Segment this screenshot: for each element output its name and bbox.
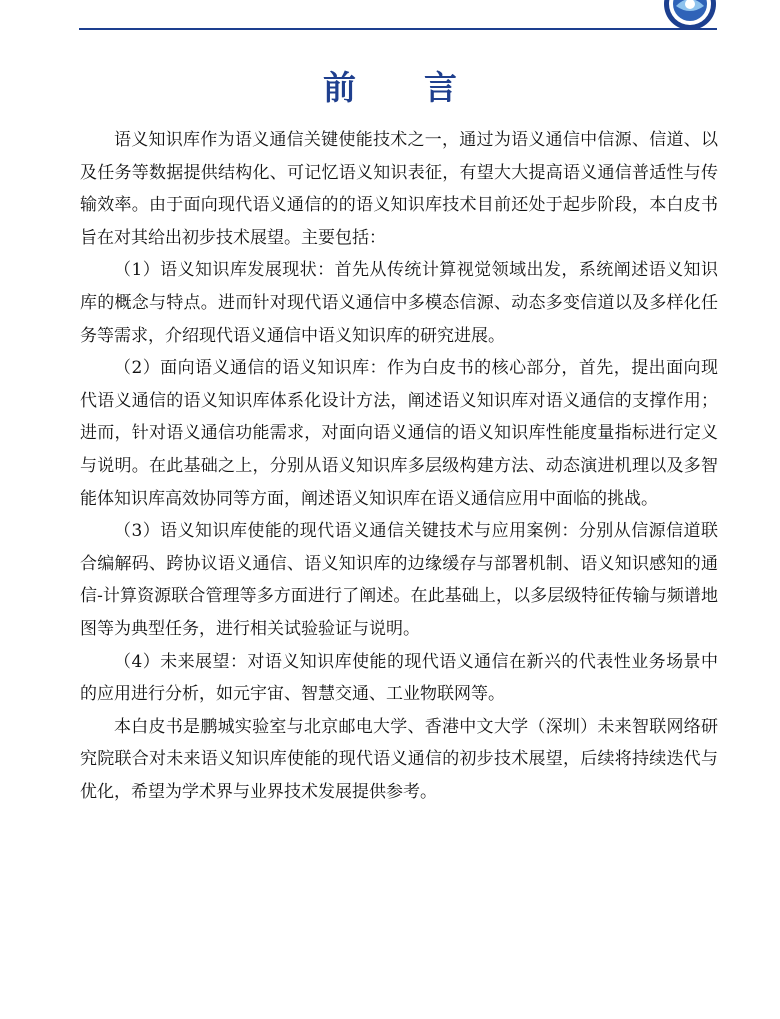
- title-char-2: 言: [424, 68, 457, 107]
- preface-body: [80, 124, 718, 808]
- paragraph-item-1: （1）语义知识库发展现状：首先从传统计算视觉领域出发，系统阐述语义知识库的概念与特点。进而针对现代语义通信中多模态信源、动态多变信道以及多样化任务等需求，介绍现代语义通信中语义知识库的研究进展。: [80, 260, 718, 346]
- header-rule: [79, 28, 717, 30]
- title-char-1: 前: [323, 68, 356, 107]
- paragraph-item-4: （4）未来展望：对语义知识库使能的现代语义通信在新兴的代表性业务场景中的应用进行分析，如元宇宙、智慧交通、工业物联网等。: [80, 651, 718, 705]
- paragraph-intro: 语义知识库作为语义通信关键使能技术之一，通过为语义通信中信源、信道、以及任务等数据提供结构化、可记忆语义知识表征，有望大大提高语义通信普适性与传输效率。由于面向现代语义通信的的语义知识库技术目前还处于起步阶段，本白皮书旨在对其给出初步技术展望。主要包括：: [80, 130, 718, 248]
- paragraph-item-3: （3）语义知识库使能的现代语义通信关键技术与应用案例：分别从信源信道联合编解码、跨协议语义通信、语义知识库的边缘缓存与部署机制、语义知识感知的通信-计算资源联合管理等多方面进行了阐述。在此基础上，以多层级特征传输与频谱地图等为典型任务，进行相关试验验证与说明。: [80, 521, 718, 639]
- paragraph-item-2: （2）面向语义通信的语义知识库：作为白皮书的核心部分，首先，提出面向现代语义通信的语义知识库体系化设计方法，阐述语义知识库对语义通信的支撑作用；进而，针对语义通信功能需求，对面向语义通信的语义知识库性能度量指标进行定义与说明。在此基础之上，分别从语义知识库多层级构建方法、动态演进机理以及多智能体知识库高效协同等方面，阐述语义知识库在语义通信应用中面临的挑战。: [80, 358, 718, 509]
- page-title: [0, 62, 780, 109]
- paragraph-closing: 本白皮书是鹏城实验室与北京邮电大学、香港中文大学（深圳）未来智联网络研究院联合对未来语义知识库使能的现代语义通信的初步技术展望，后续将持续迭代与优化，希望为学术界与业界技术发展提供参考。: [80, 716, 718, 802]
